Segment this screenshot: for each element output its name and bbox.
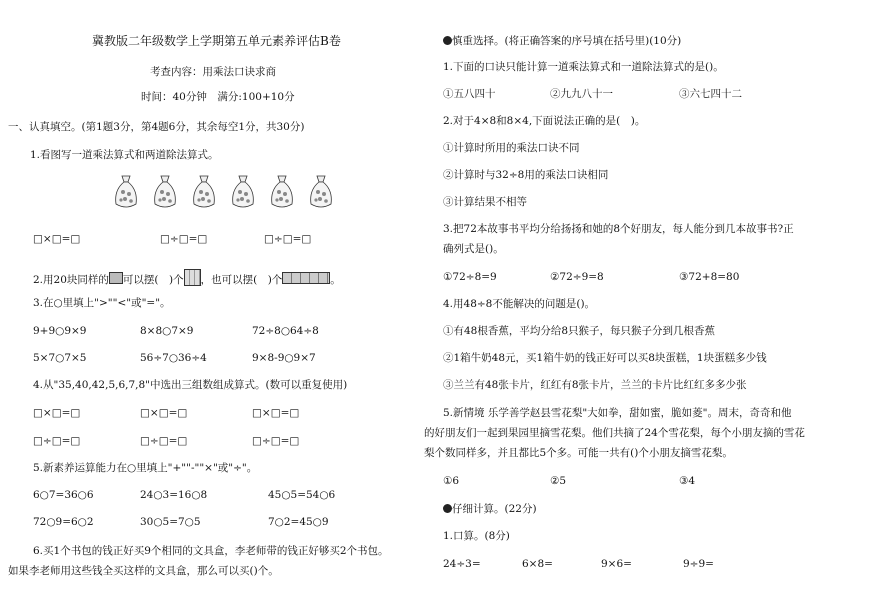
big-cube-icon [184,269,201,286]
option[interactable]: ①72÷8=9 [443,271,497,283]
option[interactable]: ③72+8=80 [679,271,740,283]
calc-item[interactable]: 24÷3= [443,558,481,570]
q5-item[interactable]: 72○9=6○2 [33,516,94,528]
q3-item[interactable]: 8×8○7×9 [140,325,194,337]
s2-q5-line2: 的好朋友们一起到果园里摘雪花梨。他们共摘了24个雪花梨，每个小朋友摘的雪花 [424,427,805,439]
q5-item[interactable]: 6○7=36○6 [33,489,94,501]
q6-line2: 如果李老师用这些钱全买这样的文具盒，那么可以买()个。 [8,565,279,577]
q2-part4: 。 [330,274,341,286]
s2-q3-line2: 确列式是()。 [443,243,504,255]
money-bag-icon [229,174,257,210]
q3-item[interactable]: 9+9○9×9 [33,325,87,337]
section2-heading-line [443,35,681,48]
option[interactable]: ①6 [443,475,460,487]
q5-item[interactable]: 30○5=7○5 [140,516,201,528]
q3-item[interactable]: 5×7○7×5 [33,352,87,364]
q5-item[interactable]: 7○2=45○9 [268,516,329,528]
bullet-icon [443,504,452,513]
q2-part3: ，也可以摆( )个 [200,274,283,286]
option[interactable]: ①有48根香蕉，平均分给8只猴子，每只猴子分到几根香蕉 [443,325,716,337]
section3-heading: 仔细计算。(22分) [452,503,537,515]
q5-item[interactable]: 24○3=16○8 [140,489,208,501]
q2-part1: 2.用20块同样的 [33,274,109,286]
s2-q5-line3: 梨个数同样多，并且都比5个多。可能一共有()个小朋友摘雪花梨。 [424,447,733,459]
calc-item[interactable]: 9×6= [601,558,632,570]
q1-text: 1.看图写一道乘法算式和两道除法算式。 [30,149,219,161]
q4-blank[interactable]: □×□=□ [140,407,188,419]
small-cube-icon [109,272,123,284]
q5-item[interactable]: 45○5=54○6 [268,489,336,501]
q3-item[interactable]: 9×8-9○9×7 [252,352,316,364]
money-bag-icon [268,174,296,210]
q1-blank-1[interactable]: □×□=□ [33,233,81,245]
money-bags [112,174,352,214]
money-bag-icon [112,174,140,210]
option[interactable]: ②1箱牛奶48元，买1箱牛奶的钱正好可以买8块蛋糕，1块蛋糕多少钱 [443,352,767,364]
q2-line [33,269,341,287]
q5-text: 5.新素养运算能力在○里填上"+""-""×"或"÷"。 [33,462,258,474]
money-bag-icon [151,174,179,210]
q1-blank-3[interactable]: □÷□=□ [264,233,312,245]
s2-q4-text: 4.用48÷8不能解决的问题是()。 [443,298,596,310]
section1-heading: 一、认真填空。(第1题3分，第4题6分，其余每空1分，共30分) [8,121,305,133]
section3-heading-line [443,503,537,516]
option[interactable]: ②九九八十一 [550,88,613,100]
q3-text: 3.在○里填上">""<"或"="。 [33,297,171,309]
exam-content: 考查内容：用乘法口诀求商 [150,66,276,78]
option[interactable]: ②计算时与32÷8用的乘法口诀相同 [443,169,609,181]
section2-heading: 慎重选择。(将正确答案的序号填在括号里)(10分) [452,35,682,47]
q4-blank[interactable]: □÷□=□ [252,435,300,447]
option[interactable]: ③4 [679,475,696,487]
option[interactable]: ③计算结果不相等 [443,196,527,208]
q6-line1: 6.买1个书包的钱正好买9个相同的文具盒，李老师带的钱正好够买2个书包。 [33,545,389,557]
option[interactable]: ②5 [550,475,567,487]
s2-q5-line1: 5.新情境 乐学善学赵县雪花梨"大如拳，甜如蜜，脆如菱"。周末，奇奇和他 [443,407,792,419]
exam-time: 时间：40分钟 满分:100+10分 [141,91,295,103]
option[interactable]: ①五八四十 [443,88,496,100]
q3-item[interactable]: 56÷7○36÷4 [140,352,207,364]
s2-q2-text: 2.对于4×8和8×4,下面说法正确的是( )。 [443,115,646,127]
option[interactable]: ③兰兰有48张卡片，红红有8张卡片，兰兰的卡片比红红多多少张 [443,379,747,391]
option[interactable]: ①计算时所用的乘法口诀不同 [443,142,580,154]
cube-bar-icon [282,272,330,284]
option[interactable]: ③六七四十二 [679,88,742,100]
money-bag-icon [190,174,218,210]
q3-item[interactable]: 72÷8○64÷8 [252,325,319,337]
q4-blank[interactable]: □×□=□ [252,407,300,419]
s3-sub1: 1.口算。(8分) [443,530,510,542]
page-title: 冀教版二年级数学上学期第五单元素养评估B卷 [92,34,341,48]
calc-item[interactable]: 9÷9= [683,558,714,570]
s2-q1-text: 1.下面的口诀只能计算一道乘法算式和一道除法算式的是()。 [443,61,724,73]
calc-item[interactable]: 6×8= [522,558,553,570]
option[interactable]: ②72÷9=8 [550,271,604,283]
money-bag-icon [307,174,335,210]
s2-q3-line1: 3.把72本故事书平均分给扬扬和她的8个好朋友，每人能分到几本故事书?正 [443,223,794,235]
bullet-icon [443,36,452,45]
q4-text: 4.从"35,40,42,5,6,7,8"中选出三组数组成算式。(数可以重复使用) [33,379,348,391]
q4-blank[interactable]: □÷□=□ [33,435,81,447]
q2-part2: 可以摆( )个 [122,274,184,286]
q4-blank[interactable]: □×□=□ [33,407,81,419]
q4-blank[interactable]: □÷□=□ [140,435,188,447]
q1-blank-2[interactable]: □÷□=□ [160,233,208,245]
